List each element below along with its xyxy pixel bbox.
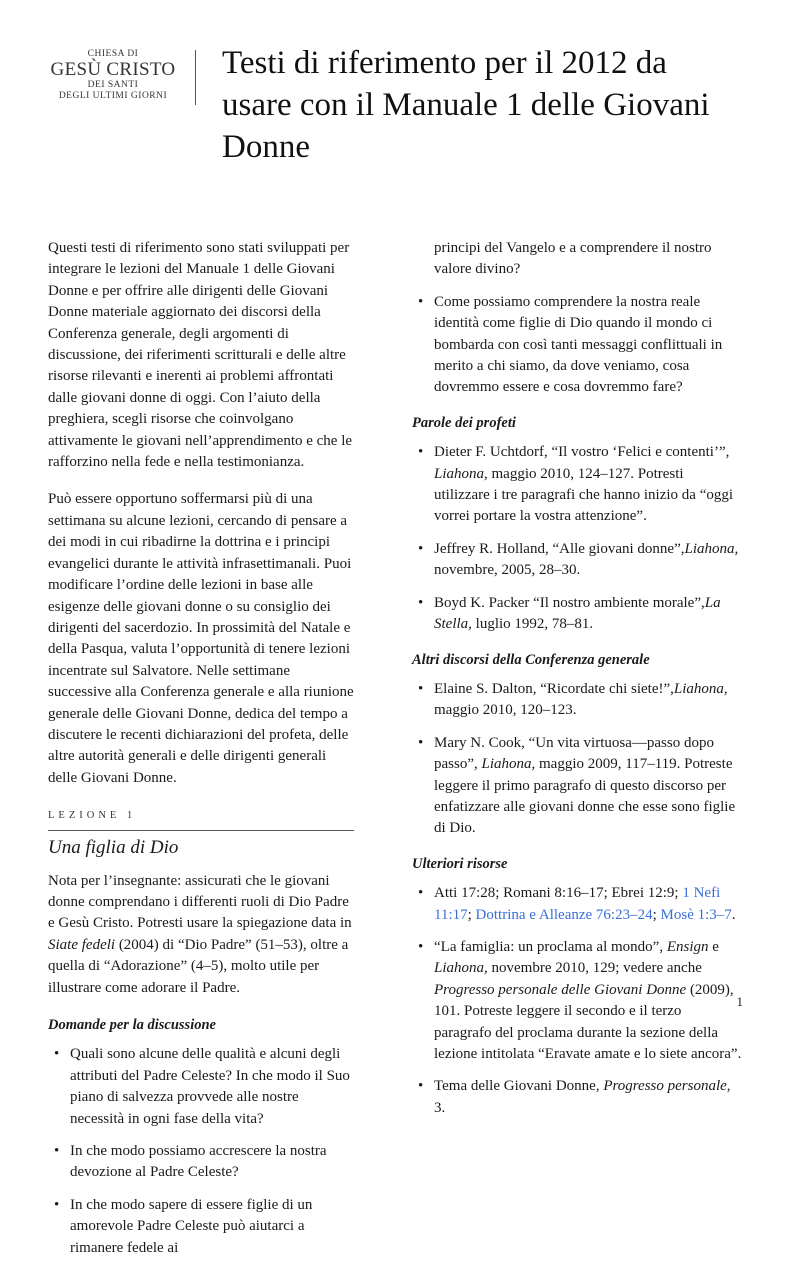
text-run: Tema delle Giovani Donne, bbox=[434, 1078, 604, 1095]
teacher-note bbox=[48, 871, 354, 999]
section-heading: Domande per la discussione bbox=[48, 1017, 216, 1033]
list-item bbox=[48, 1195, 354, 1259]
text-run: “La famiglia: un proclama al mondo”, bbox=[434, 938, 667, 955]
list-item bbox=[412, 593, 742, 636]
text-run: Mary N. Cook, “Un vita virtuosa—passo dopo passo”, bbox=[434, 734, 714, 773]
right-column bbox=[412, 238, 742, 1133]
text-run: Progresso personale delle Giovani Donne bbox=[434, 981, 687, 998]
text-run: novembre 2010, 129; vedere anche bbox=[487, 960, 702, 977]
intro-paragraph: Può essere opportuno soffermarsi più di una settimana su alcune lezioni, cercando di pensare a dei modi in cui ribadirne la dottrina e i principi evangelici durante le attività infrasettimanali. Puoi modificare l’ordine delle lezioni in base alle esigenze delle giovani donne o su consiglio dei dirigenti del sacerdozio. In prossimità del Natale e della Pasqua, valuta l’opportunità di tenere lezioni incentrate sul Salvatore. Nelle settimane successive alla Conferenza generale e alla riunione generale delle Giovani Donne, dedica del tempo a discutere le recenti dichiarazioni del profeta, delle altre autorità generali e delle dirigenti generali delle Giovani Donne. bbox=[48, 491, 354, 786]
list-item bbox=[412, 292, 742, 399]
scripture-link[interactable]: Dottrina e Alleanze 76:23–24 bbox=[475, 906, 653, 923]
list-item bbox=[412, 539, 742, 582]
list-item bbox=[412, 733, 742, 840]
bullet-list bbox=[412, 883, 742, 1119]
logo-line: CHIESA DI bbox=[87, 49, 139, 59]
text-run: novembre, 2005, 28–30. bbox=[434, 562, 581, 579]
text-run: ; bbox=[467, 906, 476, 923]
text-run: maggio 2010, 120–123. bbox=[434, 702, 577, 719]
text-run: maggio 2010, 124–127. Potresti utilizzare i tre paragrafi che hanno inizio da “oggi vorrei portare la vostra attenzione”. bbox=[434, 465, 734, 525]
list-item bbox=[412, 442, 742, 528]
bullet-list bbox=[412, 679, 742, 840]
scripture-link[interactable]: 1 Nefi 11:17 bbox=[434, 885, 721, 923]
text-run: , 3. bbox=[434, 1078, 731, 1116]
text-run: ; bbox=[652, 906, 661, 923]
scripture-link[interactable]: Mosè 1:3–7 bbox=[660, 906, 732, 923]
text-run: luglio 1992, 78–81. bbox=[471, 616, 594, 633]
text-run: Nota per l’insegnante: assicurati che le giovani donne comprendano i differenti ruoli di Dio Padre e Gesù Cristo. Potresti usare la spiegazione data in bbox=[48, 872, 352, 932]
list-item bbox=[48, 1044, 354, 1130]
section-heading: Altri discorsi della Conferenza generale bbox=[412, 651, 650, 668]
page-number: 1 bbox=[736, 994, 743, 1009]
bullet-list bbox=[412, 442, 742, 635]
text-run: (2004) di “Dio Padre” (51–53), oltre a quella di “Adorazione” (4–5), molto utile per illustrare come adorare il Padre. bbox=[48, 936, 349, 996]
logo-line: DEI SANTI bbox=[87, 80, 139, 90]
text-run: Ensign bbox=[666, 938, 709, 955]
list-item bbox=[412, 679, 742, 722]
text-run: e bbox=[708, 938, 719, 955]
list-item bbox=[412, 1076, 742, 1119]
text-run: Elaine S. Dalton, “Ricordate chi siete!”, bbox=[434, 680, 674, 697]
bullet-list bbox=[48, 1044, 354, 1259]
intro-paragraph: Questi testi di riferimento sono stati sviluppati per integrare le lezioni del Manuale 1 delle Giovani Donne e per offrire alle dirigenti delle Giovani Donne materiale aggiornato dei discorsi della Conferenza generale, degli argomenti di discussione, dei riferimenti scritturali e delle altre risorse rilevanti e inerenti ai problemi affrontati dalle giovani donne di oggi. Con l’aiuto della preghiera, scegli risorse che coinvolgano attivamente le giovani nell’apprendimento e che le rafforzino nella fede e nella testimonianza. bbox=[48, 240, 353, 471]
list-item bbox=[48, 1141, 354, 1184]
list-item bbox=[412, 937, 742, 1065]
text-run: Come possiamo comprendere la nostra reale identità come figlie di Dio quando il mondo ci bombarda con così tanti messaggi conflittuali in merito a chi siamo, da dove veniamo, cosa dovremmo essere e cosa dovremmo fare? bbox=[434, 293, 723, 396]
text-run: Liahona, bbox=[434, 960, 488, 977]
page-title: Testi di riferimento per il 2012 da usare con il Manuale 1 delle Giovani Donne bbox=[222, 45, 710, 165]
text-run: La Stella, bbox=[434, 594, 721, 633]
text-run: Dieter F. Uchtdorf, “Il vostro ‘Felici e contenti’”, bbox=[434, 444, 730, 461]
section-heading: Parole dei profeti bbox=[412, 414, 516, 431]
text-run: Liahona, bbox=[481, 756, 536, 773]
text-run: Siate fedeli bbox=[48, 936, 116, 953]
logo-line: GESÙ CRISTO bbox=[50, 59, 176, 80]
text-run: Quali sono alcune delle qualità e alcuni degli attributi del Padre Celeste? In che modo il Suo piano di salvezza provvede alle nostre necessità in ogni fase della vita? bbox=[70, 1046, 350, 1127]
text-run: Atti 17:28; Romani 8:16–17; Ebrei 12:9; bbox=[434, 885, 683, 902]
text-run: Liahona, bbox=[434, 465, 488, 482]
left-column bbox=[48, 238, 354, 1273]
text-run: In che modo possiamo accrescere la nostra devozione al Padre Celeste? bbox=[70, 1143, 327, 1181]
bullet-list bbox=[412, 292, 742, 399]
logo-line: DEGLI ULTIMI GIORNI bbox=[58, 91, 168, 101]
text-run: Progresso personale bbox=[603, 1078, 727, 1095]
text-run: (2009), 101. Potreste leggere il secondo e il terzo paragrafo del proclama durante la sezione della lezione intitolata “Eravate amate e lo siete ancora”. bbox=[434, 981, 742, 1062]
section-heading: Ulteriori risorse bbox=[412, 855, 508, 872]
text-run: Boyd K. Packer “Il nostro ambiente morale”, bbox=[434, 594, 705, 611]
header-divider bbox=[195, 50, 196, 105]
text-run: In che modo sapere di essere figlie di un amorevole Padre Celeste può aiutarci a rimanere fedele ai bbox=[70, 1196, 313, 1256]
text-run: maggio 2009, 117–119. Potreste leggere il primo paragrafo di questo discorso per enfatizzare alle giovani donne che esse sono figlie di Dio. bbox=[434, 756, 736, 837]
list-item-continuation: principi del Vangelo e a comprendere il nostro valore divino? bbox=[434, 240, 712, 278]
list-item bbox=[412, 883, 742, 926]
text-run: Liahona, bbox=[673, 680, 728, 697]
lesson-label: LEZIONE 1 bbox=[48, 805, 354, 830]
church-logo bbox=[48, 49, 178, 102]
text-run: Jeffrey R. Holland, “Alle giovani donne”, bbox=[434, 540, 685, 557]
text-run: Liahona, bbox=[684, 540, 739, 557]
text-run: . bbox=[731, 906, 736, 923]
lesson-title: Una figlia di Dio bbox=[48, 836, 179, 858]
